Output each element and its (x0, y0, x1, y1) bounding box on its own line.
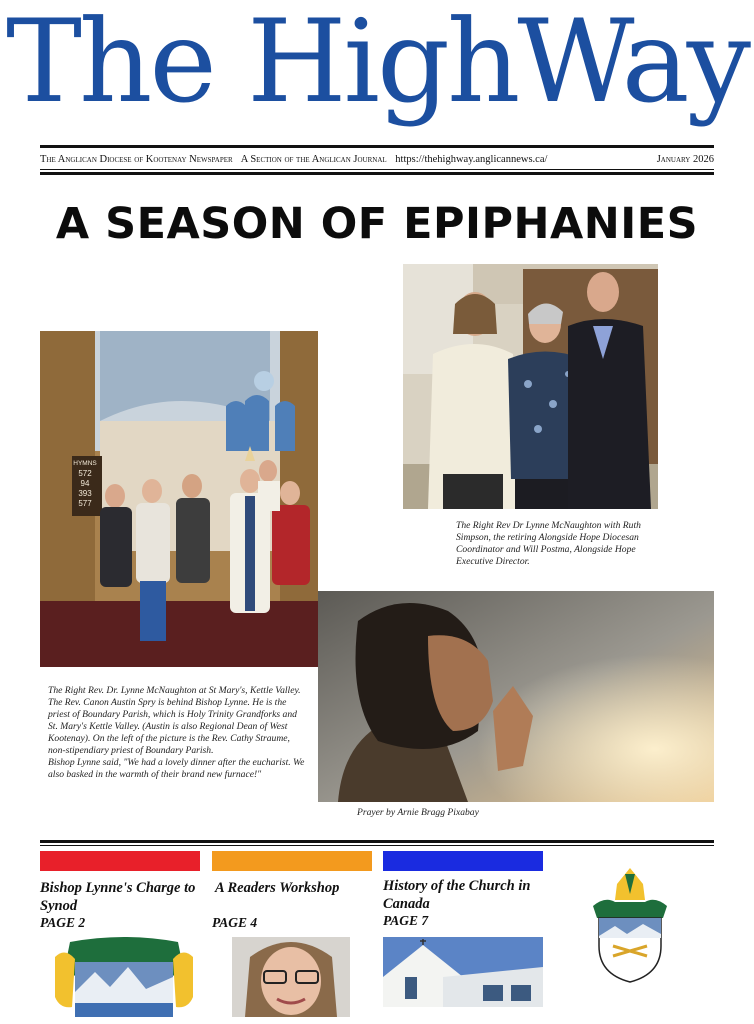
tagline-row (40, 152, 714, 168)
prayer-caption: Prayer by Arnie Bragg Pixabay (357, 807, 479, 818)
teaser-title-church-history[interactable]: History of the Church in Canada (383, 878, 531, 912)
readers-workshop-photo (232, 937, 350, 1017)
issue-date: January 2026 (656, 154, 714, 165)
masthead-rule-mid (40, 169, 714, 170)
teaser-page-2[interactable]: PAGE 2 (40, 915, 86, 930)
hymn-number: 577 (78, 499, 92, 508)
bottom-rule-thick (40, 840, 714, 843)
teaser-title-synod[interactable]: Bishop Lynne's Charge to Synod (40, 880, 196, 914)
diocese-shield-image (50, 937, 198, 1017)
bottom-rule-thin (40, 845, 714, 846)
masthead-rule-bottom (40, 172, 714, 175)
hymn-board (68, 459, 102, 509)
teaser-bar-blue (383, 851, 543, 871)
front-page-headline: A SEASON OF EPIPHANIES (55, 199, 699, 249)
church-caption (48, 685, 306, 781)
alongside-hope-photo (403, 264, 658, 509)
website-link[interactable]: https://thehighway.anglicannews.ca/ (395, 154, 548, 165)
paper-tagline: The Anglican Diocese of Kootenay Newspaper (40, 154, 233, 165)
diocese-crest-icon (585, 866, 675, 984)
masthead-rule-top (40, 145, 714, 148)
masthead (0, 0, 754, 140)
hymn-number: 94 (80, 479, 90, 488)
teaser-page-7[interactable]: PAGE 7 (383, 913, 429, 928)
journal-section: A Section of the Anglican Journal (240, 154, 387, 165)
church-building-photo (383, 937, 543, 1017)
st-marys-church-photo (40, 331, 318, 667)
hymn-board-label: HYMNS (73, 460, 97, 467)
newspaper-title: The HighWay (5, 0, 749, 128)
hymn-number: 393 (78, 489, 92, 498)
teaser-title-readers-workshop[interactable]: A Readers Workshop (215, 880, 340, 896)
church-caption-quote: Bishop Lynne said, "We had a lovely dinner after the eucharist. We also basked in the warmth of their brand new furnace!" (48, 757, 305, 780)
hymn-number: 572 (78, 469, 92, 478)
alongside-hope-caption: The Right Rev Dr Lynne McNaughton with Ruth Simpson, the retiring Alongside Hope Diocesan Coordinator and Will Postma, Alongside Hope Executive Director. (456, 520, 641, 567)
prayer-photo (318, 591, 714, 802)
teaser-bar-orange (212, 851, 372, 871)
church-caption-text: The Right Rev. Dr. Lynne McNaughton at St Mary's, Kettle Valley. The Rev. Canon Austin Spry is behind Bishop Lynne. He is the priest of Boundary Parish, which is Holy Trinity Grandforks and St. Mary's Kettle Valley. (Austin is also Regional Dean of West Kootenay). On the left of the picture is the Rev. Cathy Straume, non-stipendiary priest of Boundary Parish. (48, 685, 301, 756)
teaser-page-4[interactable]: PAGE 4 (212, 915, 258, 930)
teaser-bar-red (40, 851, 200, 871)
